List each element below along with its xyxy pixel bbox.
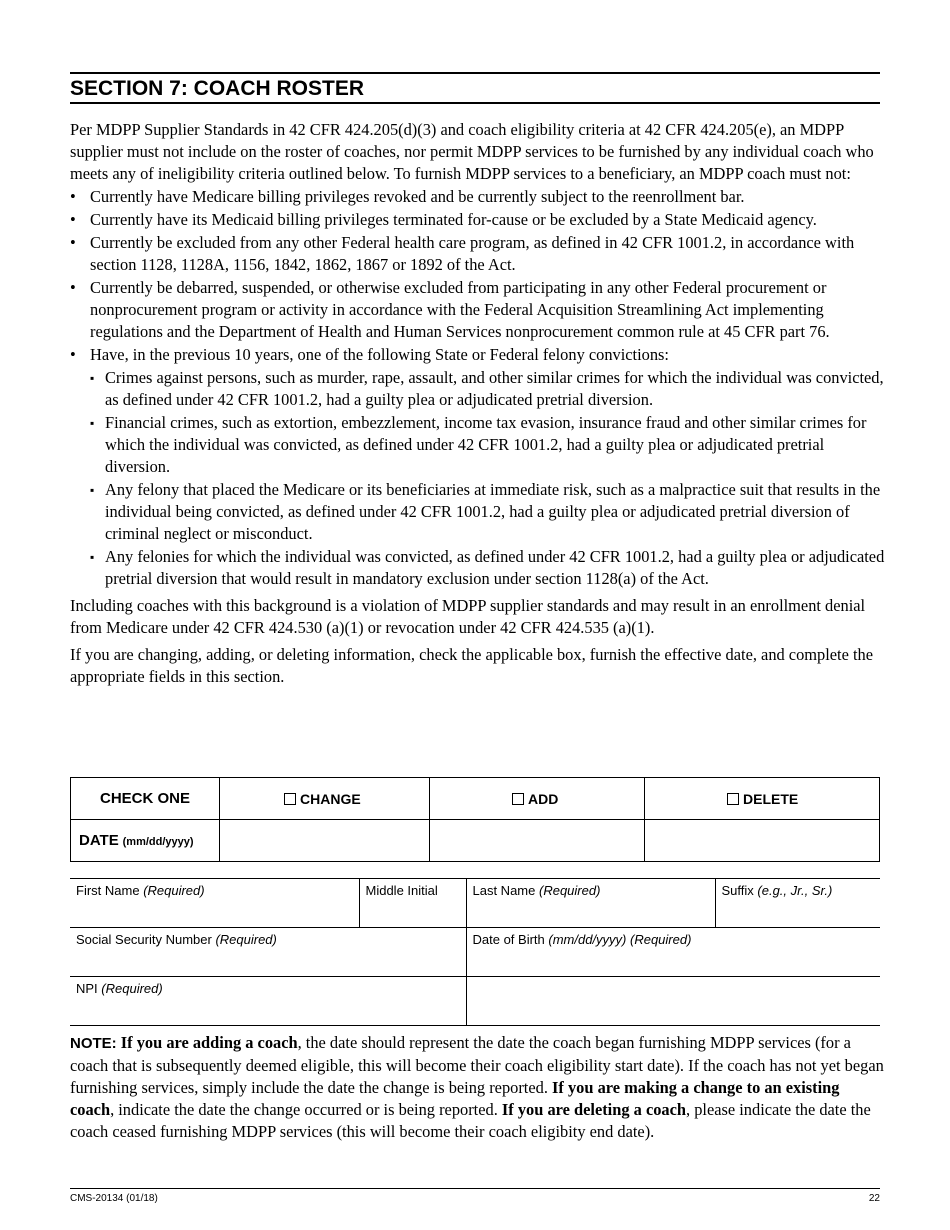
list-item: • Currently be excluded from any other Federal health care program, as defined in 42 CFR 1001.2, in accordance with section 1128, 1128A, 1156, 1842, 1862, 1867 or 1892 of the Act. (70, 233, 855, 274)
form-id: CMS-20134 (01/18) (70, 1193, 158, 1204)
sub-list-item: ▪ Crimes against persons, such as murder, rape, assault, and other similar crimes for which the individual was convicted, as defined under 42 CFR 1001.2, had a guilty plea or adjudicated pretrial diversion. (90, 368, 884, 409)
change-option[interactable]: CHANGE (220, 778, 430, 820)
date-label: DATE (mm/dd/yyyy) (71, 820, 220, 862)
blank-field (466, 977, 880, 1026)
sub-list-item: ▪ Financial crimes, such as extortion, embezzlement, income tax evasion, insurance fraud and other similar crimes for which the individual was convicted, as defined under 42 CFR 1001.2, had a guilty plea or adjudicated pretrial diversion. (90, 413, 867, 476)
last-name-field[interactable]: Last Name (Required) (466, 879, 715, 928)
felony-sublist (70, 367, 885, 590)
coach-info-table (70, 878, 880, 1026)
dob-field[interactable]: Date of Birth (mm/dd/yyyy) (Required) (466, 928, 880, 977)
page-number: 22 (868, 1193, 880, 1204)
sub-list-item: ▪ Any felony that placed the Medicare or its beneficiaries at immediate risk, such as a malpractice suit that results in the individual being convicted, as defined under 42 CFR 1001.2, had a guilty plea or adjudicated pretrial diversion of criminal neglect or misconduct. (90, 480, 881, 543)
add-checkbox[interactable] (512, 793, 524, 805)
instructions-paragraph: If you are changing, adding, or deleting information, check the applicable box, furnish the effective date, and complete the appropriate fields in this section. (70, 645, 873, 686)
suffix-field[interactable]: Suffix (e.g., Jr., Sr.) (715, 879, 880, 928)
footer-divider (70, 1188, 880, 1189)
middle-initial-field[interactable]: Middle Initial (359, 879, 466, 928)
list-item: • Currently have Medicare billing privileges revoked and be currently subject to the reenrollment bar. (70, 187, 745, 206)
npi-field[interactable]: NPI (Required) (70, 977, 466, 1026)
note-paragraph: NOTE: If you are adding a coach, the date should represent the date the coach began furnishing MDPP services (for a coach that is subsequently deemed eligible, this will become their coach eligibility start date). If the coach has not yet began furnishing services, simply include the date the change is being reported. If you are making a change to an existing coach, indicate the date the change occurred or is being reported. If you are deleting a coach, please indicate the date the coach ceased furnishing MDPP services (this will become their coach eligibity end date). (70, 1033, 884, 1141)
ineligibility-list (70, 186, 885, 590)
ssn-field[interactable]: Social Security Number (Required) (70, 928, 466, 977)
delete-date-field[interactable] (645, 820, 880, 862)
add-option[interactable]: ADD (430, 778, 645, 820)
delete-option[interactable]: DELETE (645, 778, 880, 820)
change-checkbox[interactable] (284, 793, 296, 805)
check-one-label: CHECK ONE (71, 778, 220, 820)
sub-list-item: ▪ Any felonies for which the individual was convicted, as defined under 42 CFR 1001.2, had a guilty plea or adjudicated pretrial diversion that would result in mandatory exclusion under section 1128(a) of the Act. (90, 547, 885, 588)
first-name-field[interactable]: First Name (Required) (70, 879, 359, 928)
violation-paragraph: Including coaches with this background is a violation of MDPP supplier standards and may result in an enrollment denial from Medicare under 42 CFR 424.530 (a)(1) or revocation under 42 CFR 424.535 (a)(1). (70, 596, 866, 637)
list-item: • Currently be debarred, suspended, or otherwise excluded from participating in any other Federal procurement or nonprocurement program or activity in accordance with the Federal Acquisition Streamlining Act implementing regulations and the Department of Health and Human Services nonprocurement common rule at 45 CFR part 76. (70, 278, 830, 341)
check-one-table (70, 777, 880, 862)
delete-checkbox[interactable] (727, 793, 739, 805)
add-date-field[interactable] (430, 820, 645, 862)
section-title: SECTION 7: COACH ROSTER (70, 72, 880, 104)
list-item: • Currently have its Medicaid billing privileges terminated for-cause or be excluded by a State Medicaid agency. (70, 210, 817, 229)
change-date-field[interactable] (220, 820, 430, 862)
intro-paragraph: Per MDPP Supplier Standards in 42 CFR 424.205(d)(3) and coach eligibility criteria at 42 CFR 424.205(e), an MDPP supplier must not include on the roster of coaches, nor permit MDPP services to be furnished by any individual coach who meets any of ineligibility criteria outlined below. To furnish MDPP services to a beneficiary, an MDPP coach must not: (70, 120, 874, 183)
intro-block (70, 119, 885, 688)
list-item: • Have, in the previous 10 years, one of the following State or Federal felony convictions: ▪ Crimes against persons, such as murder, rape, assault, and other similar crimes for which the individual was convicted, as defined under 42 CFR 1001.2, had a guilty plea or adjudicated pretrial diversion. ▪ Financial crimes, such as extortion, embezzlement, income tax evasion, insurance fraud and other similar crimes for which the individual was convicted, as defined under 42 CFR 1001.2, had a guilty plea or adjudicated pretrial diversion. ▪ Any felony that placed the Medicare or its beneficiaries at immediate risk, such as a malpractice suit that results in the individual being convicted, as defined under 42 CFR 1001.2, had a guilty plea or adjudicated pretrial diversion of criminal neglect or misconduct. ▪ Any felonies for which the individual was convicted, as defined under 42 CFR 1001.2, had a guilty plea or adjudicated pretrial diversion that would result in mandatory exclusion under section 1128(a) of the Act. (70, 345, 885, 588)
